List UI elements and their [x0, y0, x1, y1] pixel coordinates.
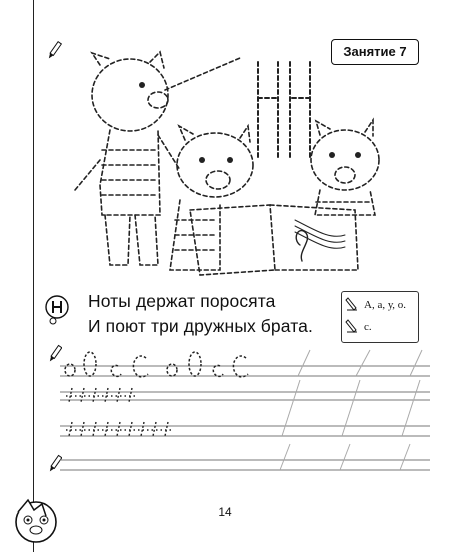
- row1-letters: [65, 352, 248, 377]
- standing-pig-figure: [75, 52, 240, 265]
- verse-line-1: Ноты держат поросята: [88, 291, 276, 311]
- lesson-badge: Занятие 7: [331, 39, 419, 65]
- margin-line: [33, 0, 34, 552]
- mascot-pig-icon: [10, 494, 62, 546]
- letter-badge-icon: [44, 294, 74, 328]
- hint-vowels: А, а, у, о.: [364, 299, 406, 311]
- right-pig-figure: [311, 120, 379, 215]
- verse-line-2: И поют три дружных брата.: [88, 316, 313, 336]
- middle-pig-figure: [170, 126, 253, 270]
- pigs-illustration: [40, 40, 390, 285]
- trace-letter-n: [258, 62, 310, 160]
- letters-hint-box: [341, 291, 419, 343]
- handwriting-practice-area: [60, 340, 430, 480]
- row3-strokes: [66, 422, 171, 436]
- page-number: 14: [218, 505, 232, 519]
- verse: [88, 289, 313, 339]
- hint-consonant: с.: [364, 321, 372, 333]
